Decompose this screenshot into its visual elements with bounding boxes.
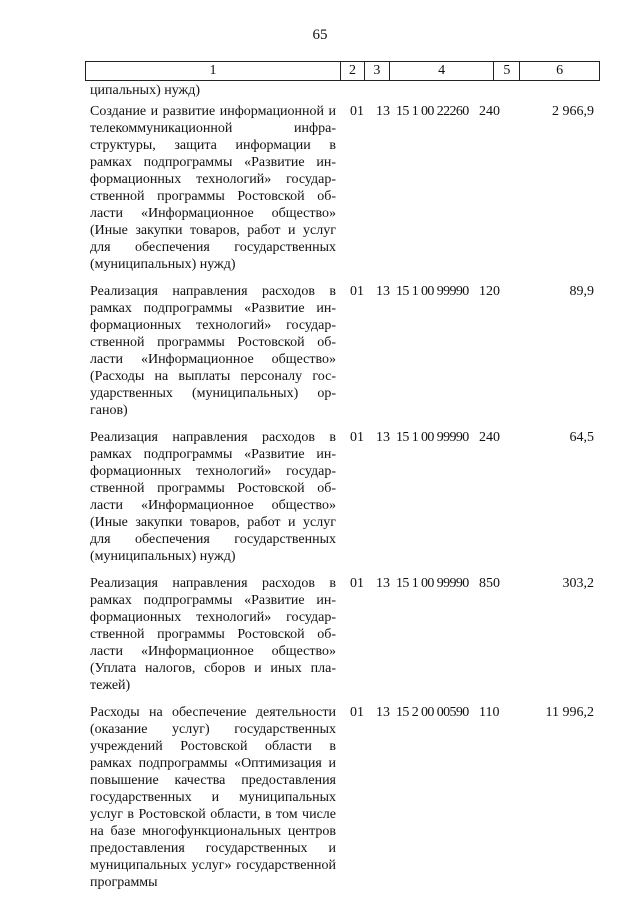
row-description: Реализация направления расходов в рамках подпрограммы «Развитие информационных технологий» государственной программы Ростовской области «Информационное общество» (Уплата налогов, сборов и иных платежей)	[90, 576, 336, 693]
row-expense-type: 240	[479, 104, 500, 119]
header-col-6: 6	[556, 63, 564, 78]
table-row	[90, 103, 600, 273]
row-section-code: 01	[350, 705, 364, 720]
row-target-code: 15 1 00 22260	[396, 104, 469, 119]
row-target-code: 15 1 00 99990	[396, 576, 469, 591]
row-target-code: 15 1 00 99990	[396, 430, 469, 445]
table-row	[90, 575, 600, 694]
row-amount: 303,2	[562, 576, 594, 591]
row-subsection-code: 13	[376, 284, 390, 299]
header-col-2: 2	[341, 62, 365, 80]
row-target-code: 15 1 00 99990	[396, 284, 469, 299]
row-subsection-code: 13	[376, 705, 390, 720]
row-subsection-code: 13	[376, 576, 390, 591]
row-expense-type: 120	[479, 284, 500, 299]
row-expense-type: 240	[479, 430, 500, 445]
row-description: Реализация направления расходов в рамках подпрограммы «Развитие информационных технологий» государственной программы Ростовской области «Информационное общество» (Расходы на выплаты персоналу государственных (муниципальных) органов)	[90, 284, 336, 418]
row-expense-type: 110	[479, 705, 500, 720]
continuation-text: ципальных) нужд)	[90, 83, 201, 98]
page-number: 65	[312, 27, 328, 43]
row-expense-type: 850	[479, 576, 500, 591]
row-description: Расходы на обеспечение деятельности (оказание услуг) государственных учреждений Ростовской области в рамках подпрограммы «Оптимизация и повышение качества предоставления государственных и муниципальных услуг в Ростовской области, в том числе на базе многофункциональных центров предоставления государственных и муниципальных услуг» государственной программы	[90, 705, 336, 890]
table-body	[90, 82, 600, 891]
row-section-code: 01	[350, 576, 364, 591]
row-amount: 89,9	[569, 284, 594, 299]
table-row	[90, 283, 600, 419]
row-subsection-code: 13	[376, 104, 390, 119]
header-col-3: 3	[365, 62, 390, 80]
row-target-code: 15 2 00 00590	[396, 705, 469, 720]
header-col-5: 5	[494, 62, 520, 80]
row-amount: 2 966,9	[552, 104, 594, 119]
header-col-4: 4	[390, 62, 495, 80]
row-description: Реализация направления расходов в рамках подпрограммы «Развитие информационных технологий» государственной программы Ростовской области «Информационное общество» (Иные закупки товаров, работ и услуг для обеспечения государственных (муниципальных) нужд)	[90, 430, 336, 564]
row-amount: 64,5	[569, 430, 594, 445]
row-section-code: 01	[350, 430, 364, 445]
header-col-1: 1	[86, 62, 341, 80]
table-row	[90, 429, 600, 565]
row-amount: 11 996,2	[545, 705, 594, 720]
row-section-code: 01	[350, 284, 364, 299]
row-description: Создание и развитие информационной и телекоммуникационной инфраструктуры, защита информации в рамках подпрограммы «Развитие информационных технологий» государственной программы Ростовской области «Информационное общество» (Иные закупки товаров, работ и услуг для обеспечения государственных (муниципальных) нужд)	[90, 104, 336, 272]
row-subsection-code: 13	[376, 430, 390, 445]
row-section-code: 01	[350, 104, 364, 119]
table-row	[90, 704, 600, 891]
table-header	[85, 61, 600, 81]
